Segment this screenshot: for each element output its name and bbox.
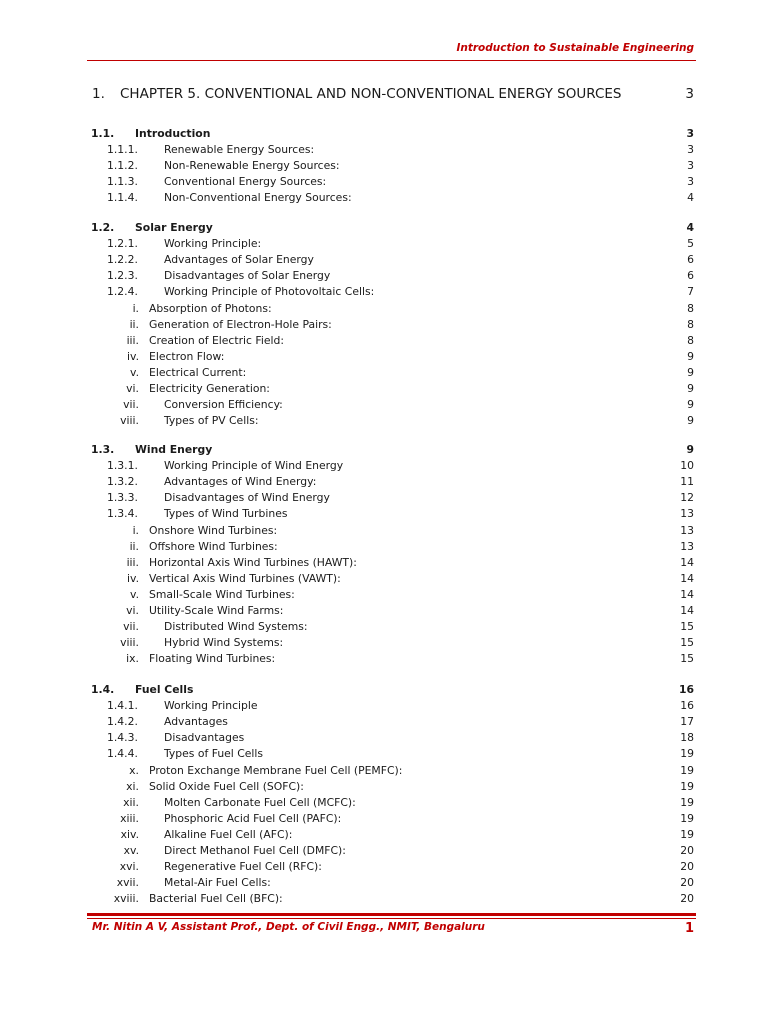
toc-subsection-entry-page-number: 3 xyxy=(687,143,694,157)
toc-subsection-entry-page-number: 12 xyxy=(680,491,694,505)
footer-rule xyxy=(87,913,696,916)
toc-item-entry[interactable] xyxy=(0,763,768,779)
toc-item-entry-title: Molten Carbonate Fuel Cell (MCFC): xyxy=(164,795,356,809)
toc-subsection-entry-number: 1.2.1. xyxy=(107,237,138,251)
toc-subsection-entry-title: Renewable Energy Sources: xyxy=(164,143,315,157)
footer-rule-thin xyxy=(87,918,696,919)
toc-item-entry-title: Bacterial Fuel Cell (BFC): xyxy=(149,892,283,906)
footer-author: Mr. Nitin A V, Assistant Prof., Dept. of Civil Engg., NMIT, Bengaluru xyxy=(92,921,485,933)
toc-item-entry-page-number: 8 xyxy=(687,301,694,315)
toc-item-entry-page-number: 20 xyxy=(680,876,694,890)
toc-item-entry-title: Small-Scale Wind Turbines: xyxy=(149,587,295,601)
toc-subsection-entry-number: 1.3.1. xyxy=(107,459,138,473)
toc-section-entry-page-number: 16 xyxy=(678,683,694,696)
toc-item-entry-title: Regenerative Fuel Cell (RFC): xyxy=(164,860,322,874)
toc-subsection-entry-number: 1.4.3. xyxy=(107,731,138,745)
toc-subsection-entry[interactable] xyxy=(0,236,768,252)
toc-subsection-entry[interactable] xyxy=(0,458,768,474)
toc-chapter-entry[interactable] xyxy=(92,86,694,106)
toc-item-entry-page-number: 8 xyxy=(687,333,694,347)
toc-item-entry-number: viii. xyxy=(120,636,139,650)
toc-item-entry-number: xiv. xyxy=(120,827,139,841)
toc-section-entry-title: Introduction xyxy=(135,127,211,140)
toc-subsection-entry-page-number: 6 xyxy=(687,253,694,267)
toc-item-entry-title: Electricity Generation: xyxy=(149,382,270,395)
toc-subsection-entry-number: 1.1.1. xyxy=(107,143,138,157)
toc-item-entry-page-number: 19 xyxy=(680,763,694,777)
toc-subsection-entry-page-number: 11 xyxy=(680,475,694,489)
toc-subsection-entry[interactable] xyxy=(0,284,768,300)
toc-item-entry-page-number: 9 xyxy=(687,349,694,363)
running-header-title: Introduction to Sustainable Engineering xyxy=(456,42,694,54)
toc-item-entry[interactable] xyxy=(0,827,768,843)
header-rule xyxy=(87,60,696,61)
chapter-title: CHAPTER 5. CONVENTIONAL AND NON-CONVENTIONAL ENERGY SOURCES xyxy=(120,86,622,102)
toc-item-entry[interactable] xyxy=(0,843,768,859)
toc-section-entry-page-number: 3 xyxy=(686,127,694,140)
toc-subsection-entry[interactable] xyxy=(0,252,768,268)
toc-item-entry[interactable] xyxy=(0,651,768,667)
toc-item-entry-title: Absorption of Photons: xyxy=(149,301,272,315)
toc-item-entry-title: Phosphoric Acid Fuel Cell (PAFC): xyxy=(164,811,342,825)
toc-subsection-entry-title: Advantages xyxy=(164,715,228,729)
toc-item-entry-page-number: 9 xyxy=(687,414,694,428)
toc-item-entry[interactable] xyxy=(0,619,768,635)
toc-subsection-entry[interactable] xyxy=(0,268,768,284)
toc-item-entry-title: Alkaline Fuel Cell (AFC): xyxy=(164,827,293,841)
toc-subsection-entry[interactable] xyxy=(0,474,768,490)
toc-item-entry[interactable] xyxy=(0,317,768,333)
toc-item-entry-number: iv. xyxy=(127,349,139,363)
toc-section-entry-number: 1.2. xyxy=(91,221,115,234)
toc-item-entry-page-number: 8 xyxy=(687,317,694,331)
toc-subsection-entry-title: Conventional Energy Sources: xyxy=(164,175,327,189)
toc-section-entry-number: 1.4. xyxy=(91,683,115,696)
toc-item-entry-number: v. xyxy=(130,587,139,601)
toc-item-entry-page-number: 20 xyxy=(680,860,694,874)
toc-subsection-entry-page-number: 13 xyxy=(680,507,694,521)
toc-subsection-entry-title: Working Principle of Wind Energy xyxy=(164,459,344,473)
toc-item-entry-title: Horizontal Axis Wind Turbines (HAWT): xyxy=(149,555,357,569)
toc-subsection-entry-title: Working Principle xyxy=(164,699,258,713)
toc-section-entry-number: 1.3. xyxy=(91,443,115,456)
toc-item-entry[interactable] xyxy=(0,397,768,413)
toc-subsection-entry-number: 1.4.2. xyxy=(107,715,138,729)
toc-subsection-entry-title: Working Principle: xyxy=(164,237,262,251)
toc-item-entry-page-number: 14 xyxy=(680,587,694,601)
toc-item-entry-page-number: 19 xyxy=(680,827,694,841)
toc-item-entry-title: Floating Wind Turbines: xyxy=(149,652,276,666)
toc-item-entry-number: ii. xyxy=(129,539,139,553)
toc-item-entry[interactable] xyxy=(0,891,768,907)
toc-item-entry[interactable] xyxy=(0,603,768,619)
toc-item-entry[interactable] xyxy=(0,333,768,349)
toc-item-entry-title: Conversion Efficiency: xyxy=(164,398,283,412)
toc-subsection-entry-page-number: 7 xyxy=(687,285,694,299)
toc-subsection-entry-page-number: 3 xyxy=(687,175,694,189)
toc-subsection-entry[interactable] xyxy=(0,190,768,206)
toc-item-entry-number: ii. xyxy=(129,317,139,331)
toc-item-entry-page-number: 20 xyxy=(680,844,694,857)
toc-subsection-entry-number: 1.2.2. xyxy=(107,253,138,267)
toc-item-entry-number: xiii. xyxy=(120,811,139,825)
toc-subsection-entry[interactable] xyxy=(0,698,768,714)
toc-subsection-entry[interactable] xyxy=(0,174,768,190)
toc-subsection-entry-page-number: 19 xyxy=(680,747,694,761)
toc-subsection-entry[interactable] xyxy=(0,142,768,158)
toc-subsection-entry-number: 1.3.2. xyxy=(107,475,138,489)
toc-item-entry[interactable] xyxy=(0,413,768,429)
toc-subsection-entry-title: Disadvantages of Wind Energy xyxy=(164,491,330,505)
toc-item-entry[interactable] xyxy=(0,859,768,875)
toc-subsection-entry-number: 1.4.4. xyxy=(107,747,138,761)
toc-subsection-entry-number: 1.2.4. xyxy=(107,285,138,299)
toc-item-entry-title: Metal-Air Fuel Cells: xyxy=(164,876,271,890)
toc-item-entry-title: Offshore Wind Turbines: xyxy=(149,539,278,553)
toc-item-entry-title: Generation of Electron-Hole Pairs: xyxy=(149,317,332,331)
toc-section-entry-title: Wind Energy xyxy=(135,443,213,456)
toc-item-entry-number: xvi. xyxy=(119,860,139,874)
toc-subsection-entry-number: 1.2.3. xyxy=(107,269,138,283)
footer-page-number: 1 xyxy=(684,921,694,936)
toc-subsection-entry-number: 1.3.4. xyxy=(107,507,138,521)
toc-item-entry-page-number: 13 xyxy=(680,523,694,537)
toc-item-entry-title: Onshore Wind Turbines: xyxy=(149,523,278,537)
toc-item-entry-page-number: 20 xyxy=(680,892,694,906)
toc-subsection-entry[interactable] xyxy=(0,714,768,730)
toc-item-entry-number: v. xyxy=(130,365,139,379)
toc-item-entry-number: i. xyxy=(132,523,139,537)
toc-item-entry-number: iii. xyxy=(126,555,139,569)
toc-item-entry-page-number: 19 xyxy=(680,795,694,809)
toc-subsection-entry-number: 1.1.3. xyxy=(107,175,138,189)
toc-item-entry-page-number: 15 xyxy=(680,652,694,666)
toc-item-entry-page-number: 19 xyxy=(680,779,694,793)
toc-subsection-entry[interactable] xyxy=(0,746,768,762)
toc-item-entry[interactable] xyxy=(0,811,768,827)
toc-subsection-entry-title: Types of Wind Turbines xyxy=(164,507,288,521)
toc-section-entry[interactable] xyxy=(0,682,768,698)
toc-item-entry[interactable] xyxy=(0,381,768,397)
toc-item-entry[interactable] xyxy=(0,779,768,795)
toc-item-entry-number: ix. xyxy=(126,652,139,666)
toc-item-entry-number: i. xyxy=(132,301,139,315)
toc-item-entry-title: Creation of Electric Field: xyxy=(149,333,284,347)
toc-item-entry-title: Vertical Axis Wind Turbines (VAWT): xyxy=(149,571,341,585)
toc-item-entry[interactable] xyxy=(0,539,768,555)
toc-subsection-entry[interactable] xyxy=(0,506,768,522)
toc-subsection-entry-title: Non-Conventional Energy Sources: xyxy=(164,191,352,205)
toc-subsection-entry-page-number: 18 xyxy=(680,731,694,745)
toc-section-entry-page-number: 4 xyxy=(686,221,694,234)
toc-subsection-entry-page-number: 5 xyxy=(687,237,694,251)
toc-item-entry-number: xv. xyxy=(123,844,139,857)
toc-item-entry[interactable] xyxy=(0,587,768,603)
toc-section-entry[interactable] xyxy=(0,220,768,236)
toc-item-entry-page-number: 9 xyxy=(687,382,694,395)
toc-item-entry-title: Utility-Scale Wind Farms: xyxy=(149,604,284,617)
toc-item-entry-title: Electron Flow: xyxy=(149,349,225,363)
toc-item-entry-page-number: 15 xyxy=(680,636,694,650)
toc-item-entry-title: Electrical Current: xyxy=(149,365,247,379)
toc-subsection-entry-title: Advantages of Wind Energy: xyxy=(164,475,317,489)
toc-subsection-entry-number: 1.1.2. xyxy=(107,159,138,173)
toc-item-entry-page-number: 9 xyxy=(687,398,694,412)
toc-subsection-entry[interactable] xyxy=(0,490,768,506)
toc-item-entry[interactable] xyxy=(0,365,768,381)
toc-item-entry-number: vii. xyxy=(123,398,139,412)
toc-subsection-entry-page-number: 3 xyxy=(687,159,694,173)
toc-item-entry[interactable] xyxy=(0,795,768,811)
chapter-number: 1. xyxy=(92,86,105,102)
toc-item-entry-number: vi. xyxy=(126,604,139,617)
toc-subsection-entry-number: 1.3.3. xyxy=(107,491,138,505)
toc-subsection-entry-page-number: 17 xyxy=(680,715,694,729)
toc-item-entry[interactable] xyxy=(0,523,768,539)
toc-item-entry[interactable] xyxy=(0,349,768,365)
toc-subsection-entry-page-number: 10 xyxy=(680,459,694,473)
toc-item-entry-page-number: 14 xyxy=(680,571,694,585)
toc-item-entry-title: Proton Exchange Membrane Fuel Cell (PEMFC): xyxy=(149,763,403,777)
toc-item-entry-title: Direct Methanol Fuel Cell (DMFC): xyxy=(164,844,346,857)
toc-item-entry-page-number: 15 xyxy=(680,620,694,634)
chapter-page-number: 3 xyxy=(685,86,694,102)
toc-subsection-entry-page-number: 4 xyxy=(687,191,694,205)
toc-subsection-entry-title: Advantages of Solar Energy xyxy=(164,253,314,267)
toc-item-entry[interactable] xyxy=(0,875,768,891)
toc-section-entry-title: Fuel Cells xyxy=(135,683,194,696)
toc-item-entry-number: viii. xyxy=(120,414,139,428)
toc-section-entry[interactable] xyxy=(0,442,768,458)
toc-item-entry-title: Types of PV Cells: xyxy=(164,414,259,428)
toc-subsection-entry-title: Disadvantages xyxy=(164,731,245,745)
toc-item-entry-page-number: 19 xyxy=(680,811,694,825)
toc-section-entry-number: 1.1. xyxy=(91,127,115,140)
toc-item-entry[interactable] xyxy=(0,555,768,571)
toc-subsection-entry-title: Working Principle of Photovoltaic Cells: xyxy=(164,285,375,299)
toc-subsection-entry[interactable] xyxy=(0,158,768,174)
toc-section-entry-title: Solar Energy xyxy=(135,221,213,234)
toc-item-entry-title: Hybrid Wind Systems: xyxy=(164,636,284,650)
toc-item-entry-number: xii. xyxy=(123,795,139,809)
toc-item-entry-title: Solid Oxide Fuel Cell (SOFC): xyxy=(149,779,304,793)
toc-item-entry-number: xi. xyxy=(126,779,139,793)
toc-item-entry[interactable] xyxy=(0,635,768,651)
toc-item-entry-page-number: 14 xyxy=(680,604,694,617)
toc-item-entry-page-number: 9 xyxy=(687,365,694,379)
toc-subsection-entry-title: Types of Fuel Cells xyxy=(164,747,264,761)
toc-subsection-entry-number: 1.4.1. xyxy=(107,699,138,713)
toc-item-entry[interactable] xyxy=(0,571,768,587)
toc-item-entry-number: xviii. xyxy=(113,892,139,906)
toc-subsection-entry[interactable] xyxy=(0,730,768,746)
toc-item-entry-number: iv. xyxy=(127,571,139,585)
toc-item-entry-number: x. xyxy=(129,763,139,777)
toc-item-entry-number: vii. xyxy=(123,620,139,634)
toc-subsection-entry-title: Disadvantages of Solar Energy xyxy=(164,269,331,283)
toc-subsection-entry-page-number: 16 xyxy=(680,699,694,713)
toc-section-entry-page-number: 9 xyxy=(686,443,694,456)
toc-item-entry-page-number: 13 xyxy=(680,539,694,553)
toc-item-entry-number: xvii. xyxy=(116,876,139,890)
toc-subsection-entry-title: Non-Renewable Energy Sources: xyxy=(164,159,340,173)
toc-section-entry[interactable] xyxy=(0,126,768,142)
toc-subsection-entry-number: 1.1.4. xyxy=(107,191,138,205)
toc-item-entry-page-number: 14 xyxy=(680,555,694,569)
toc-item-entry-title: Distributed Wind Systems: xyxy=(164,620,308,634)
toc-item-entry-number: iii. xyxy=(126,333,139,347)
toc-item-entry[interactable] xyxy=(0,301,768,317)
toc-item-entry-number: vi. xyxy=(126,382,139,395)
toc-subsection-entry-page-number: 6 xyxy=(687,269,694,283)
